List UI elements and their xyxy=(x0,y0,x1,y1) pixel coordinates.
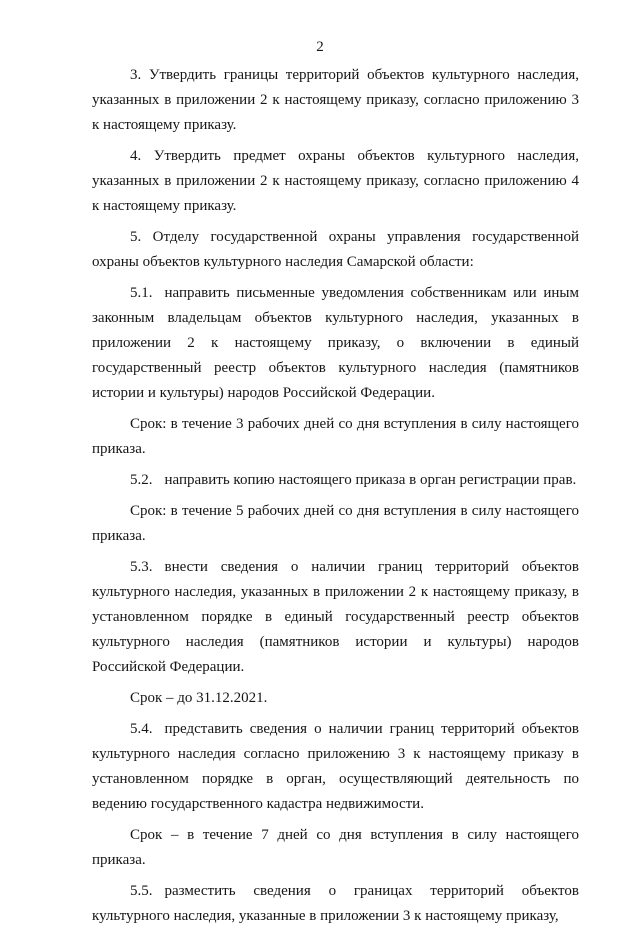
paragraph-text: представить сведения о наличии границ территорий объектов культурного наследия согласно приложению 3 к настоящему приказу в установленном порядке в орган, осуществляющий деятельность по ведению государственного кадастра недвижимости. xyxy=(92,721,579,812)
paragraph-number: 5.4. xyxy=(130,721,153,737)
paragraph-text: Срок: в течение 5 рабочих дней со дня вступления в силу настоящего приказа. xyxy=(92,503,579,544)
paragraph-number: 5.1. xyxy=(130,285,153,301)
document-body xyxy=(92,63,579,929)
paragraph-item-5-2 xyxy=(92,468,579,493)
paragraph-text: Срок: в течение 3 рабочих дней со дня вступления в силу настоящего приказа. xyxy=(92,416,579,457)
paragraph-text: внести сведения о наличии границ территорий объектов культурного наследия, указанных в приложении 2 к настоящему приказу, в установленном порядке в единый государственный реестр объектов культурного наследия (памятников истории и культуры) народов Российской Федерации. xyxy=(92,559,579,675)
paragraph-item-3 xyxy=(92,63,579,138)
paragraph-text: Срок – в течение 7 дней со дня вступления в силу настоящего приказа. xyxy=(92,827,579,868)
paragraph-text: Срок – до 31.12.2021. xyxy=(130,690,268,706)
paragraph-number: 5.2. xyxy=(130,472,153,488)
paragraph-text: 3. Утвердить границы территорий объектов культурного наследия, указанных в приложении 2 к настоящему приказу, согласно приложению 3 к настоящему приказу. xyxy=(92,67,579,133)
deadline-5-4 xyxy=(92,823,579,873)
paragraph-text: 5. Отделу государственной охраны управления государственной охраны объектов культурного наследия Самарской области: xyxy=(92,229,579,270)
paragraph-text: разместить сведения о границах территорий объектов культурного наследия, указанные в приложении 3 к настоящему приказу, xyxy=(92,883,579,924)
paragraph-text: направить копию настоящего приказа в орган регистрации прав. xyxy=(164,472,577,488)
page-number: 2 xyxy=(316,39,324,55)
deadline-5-2 xyxy=(92,499,579,549)
paragraph-text: направить письменные уведомления собственникам или иным законным владельцам объектов культурного наследия, указанных в приложении 2 к настоящему приказу, о включении в единый государственный реестр объектов культурного наследия (памятников истории и культуры) народов Российской Федерации. xyxy=(92,285,579,401)
paragraph-item-5 xyxy=(92,225,579,275)
paragraph-number: 5.5. xyxy=(130,883,153,899)
deadline-5-1 xyxy=(92,412,579,462)
paragraph-item-5-5 xyxy=(92,879,579,929)
paragraph-item-4 xyxy=(92,144,579,219)
paragraph-item-5-4 xyxy=(92,717,579,817)
paragraph-text: 4. Утвердить предмет охраны объектов культурного наследия, указанных в приложении 2 к настоящему приказу, согласно приложению 4 к настоящему приказу. xyxy=(92,148,579,214)
deadline-5-3 xyxy=(92,686,579,711)
paragraph-item-5-3 xyxy=(92,555,579,680)
paragraph-number: 5.3. xyxy=(130,559,153,575)
paragraph-item-5-1 xyxy=(92,281,579,406)
